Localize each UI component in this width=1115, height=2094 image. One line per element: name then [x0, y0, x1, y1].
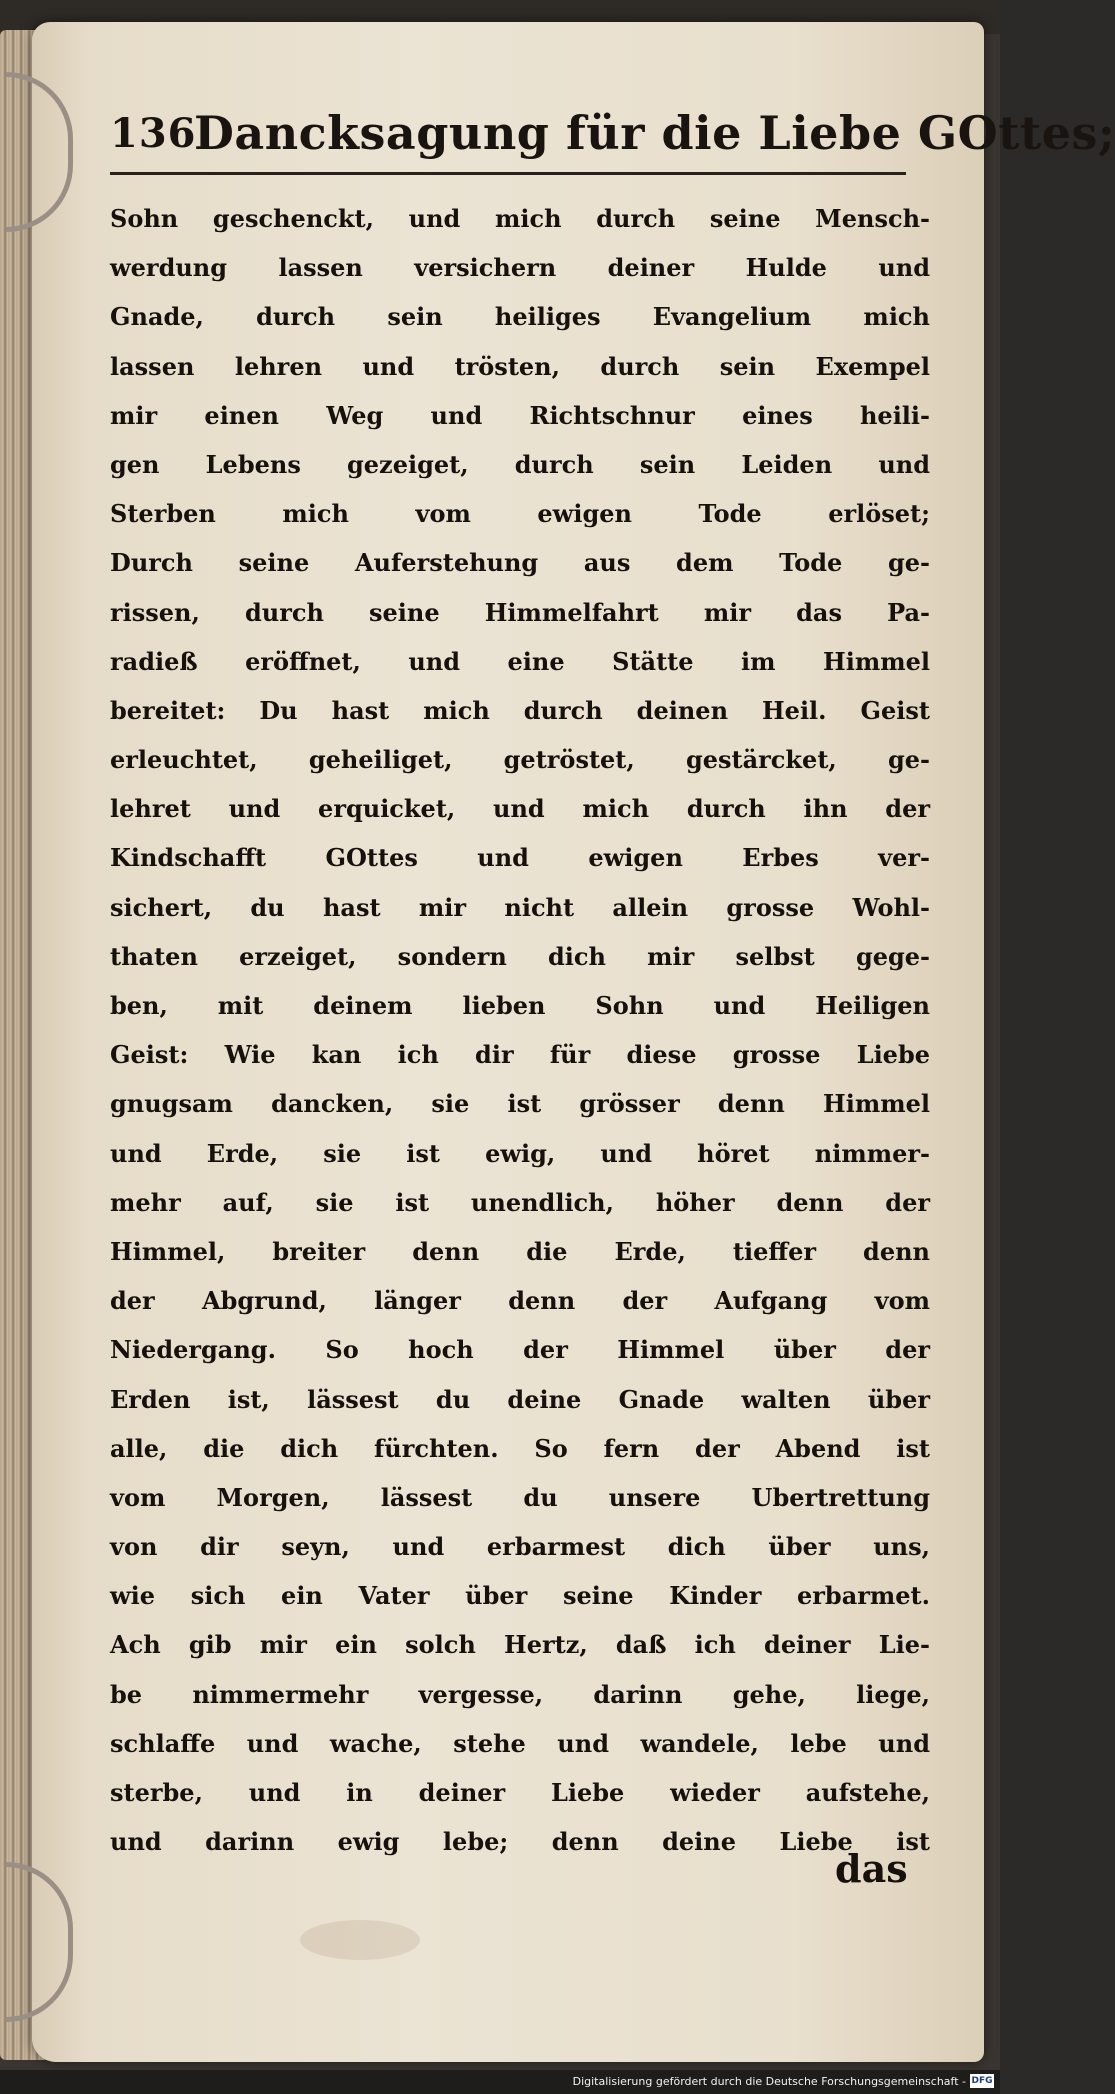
text-line: ben, mit deinem lieben Sohn und Heiligen: [110, 991, 930, 1020]
text-line: wie sich ein Vater über seine Kinder erbarmet.: [110, 1581, 930, 1611]
text-line: erleuchtet, geheiliget, getröstet, gestärcket, ge-: [110, 745, 930, 775]
text-line: lassen lehren und trösten, durch sein Exempel: [110, 351, 930, 381]
text-line: und Erde, sie ist ewig, und höret nimmer-: [110, 1138, 930, 1168]
text-line: mir einen Weg und Richtschnur eines heili-: [110, 400, 930, 430]
text-line: thaten erzeiget, sondern dich mir selbst gege-: [110, 941, 930, 971]
header-rule: [110, 172, 906, 175]
body-text: [110, 194, 930, 1866]
text-line: Gnade, durch sein heiliges Evangelium mich: [110, 302, 930, 332]
text-line: sichert, du hast mir nicht allein grosse Wohl-: [110, 892, 930, 922]
text-line: der Abgrund, länger denn der Aufgang vom: [110, 1286, 930, 1316]
paper-stain: [300, 1920, 420, 1960]
text-line: und darinn ewig lebe; denn deine Liebe ist: [110, 1827, 930, 1857]
page-header: [110, 100, 1115, 180]
text-line: sterbe, und in deiner Liebe wieder aufstehe,: [110, 1778, 930, 1807]
text-line: Durch seine Auferstehung aus dem Tode ge-: [110, 548, 930, 578]
text-line: gen Lebens gezeiget, durch sein Leiden und: [110, 449, 930, 479]
text-line: radieß eröffnet, und eine Stätte im Himmel: [110, 646, 930, 676]
catchword: das: [835, 1846, 908, 1891]
text-line: schlaffe und wache, stehe und wandele, lebe und: [110, 1728, 930, 1758]
text-line: lehret und erquicket, und mich durch ihn der: [110, 794, 930, 824]
text-line: bereitet: Du hast mich durch deinen Heil. Geist: [110, 695, 930, 725]
text-line: rissen, durch seine Himmelfahrt mir das Pa-: [110, 597, 930, 627]
text-line: Himmel, breiter denn die Erde, tieffer denn: [110, 1236, 930, 1266]
text-line: Sterben mich vom ewigen Tode erlöset;: [110, 499, 930, 529]
text-line: Sohn geschenckt, und mich durch seine Mensch-: [110, 204, 930, 233]
text-line: werdung lassen versichern deiner Hulde und: [110, 253, 930, 283]
dfg-logo: DFG: [971, 2076, 993, 2086]
text-line: Niedergang. So hoch der Himmel über der: [110, 1335, 930, 1365]
text-line: Kindschafft GOttes und ewigen Erbes ver-: [110, 843, 930, 873]
text-line: vom Morgen, lässest du unsere Ubertrettung: [110, 1482, 930, 1512]
text-line: von dir seyn, und erbarmest dich über uns,: [110, 1532, 930, 1562]
page-number: 136: [110, 110, 197, 157]
text-line: Geist: Wie kan ich dir für diese grosse Liebe: [110, 1040, 930, 1070]
funding-credit: Digitalisierung gefördert durch die Deutsche Forschungsgemeinschaft -: [572, 2075, 966, 2088]
text-line: be nimmermehr vergesse, darinn gehe, liege,: [110, 1679, 930, 1709]
text-line: gnugsam dancken, sie ist grösser denn Himmel: [110, 1089, 930, 1119]
text-line: alle, die dich fürchten. So fern der Abend ist: [110, 1433, 930, 1463]
running-title: Dancksagung für die Liebe GOttes;: [194, 106, 1115, 160]
text-line: Ach gib mir ein solch Hertz, daß ich deiner Lie-: [110, 1630, 930, 1660]
text-line: mehr auf, sie ist unendlich, höher denn der: [110, 1187, 930, 1217]
text-line: Erden ist, lässest du deine Gnade walten über: [110, 1384, 930, 1414]
